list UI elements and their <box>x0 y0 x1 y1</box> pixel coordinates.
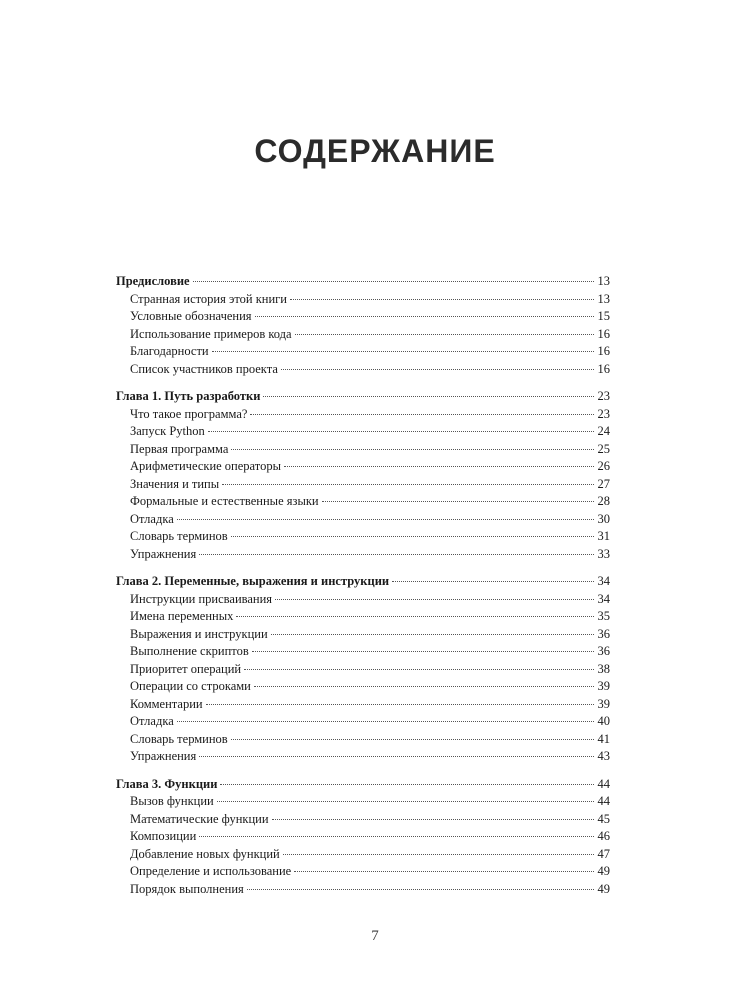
leader-dots <box>322 501 594 502</box>
toc-entry[interactable] <box>116 528 610 546</box>
toc-chapter-heading[interactable] <box>116 273 610 291</box>
toc-page-number: 25 <box>597 441 610 456</box>
leader-dots <box>220 784 594 785</box>
table-of-contents <box>116 273 610 898</box>
toc-page-number: 34 <box>597 591 610 606</box>
toc-page-number: 45 <box>597 811 610 826</box>
toc-entry-title: Упражнения <box>130 546 197 561</box>
leader-dots <box>231 739 594 740</box>
toc-page-number: 16 <box>597 344 610 358</box>
toc-entry[interactable] <box>116 458 610 476</box>
toc-page-number: 39 <box>597 679 610 693</box>
toc-entry-title: Использование примеров кода <box>130 326 292 341</box>
toc-entry[interactable] <box>116 863 610 881</box>
leader-dots <box>263 396 594 397</box>
toc-entry[interactable] <box>116 748 610 766</box>
toc-entry[interactable] <box>116 881 610 899</box>
toc-entry-title: Операции со строками <box>130 679 251 693</box>
toc-entry-title: Комментарии <box>130 696 203 711</box>
toc-entry[interactable] <box>116 326 610 344</box>
toc-entry[interactable] <box>116 731 610 749</box>
toc-entry[interactable] <box>116 661 610 679</box>
toc-entry-title: Первая программа <box>130 441 229 456</box>
leader-dots <box>244 669 594 670</box>
toc-chapter-heading[interactable] <box>116 776 610 794</box>
toc-entry[interactable] <box>116 546 610 564</box>
toc-page-number: 36 <box>597 644 610 658</box>
toc-page-number: 49 <box>597 881 610 896</box>
toc-entry[interactable] <box>116 308 610 326</box>
leader-dots <box>290 299 594 300</box>
leader-dots <box>231 449 594 450</box>
toc-chapter-title: Глава 3. Функции <box>116 776 218 791</box>
toc-entry-title: Отладка <box>130 511 174 526</box>
toc-page-number: 15 <box>597 309 610 323</box>
page-title: СОДЕРЖАНИЕ <box>254 133 496 170</box>
toc-entry[interactable] <box>116 811 610 829</box>
toc-entry-title: Условные обозначения <box>130 309 252 323</box>
toc-page-number: 23 <box>597 389 610 403</box>
toc-page-number: 30 <box>597 511 610 526</box>
toc-entry-title: Что такое программа? <box>130 406 248 421</box>
toc-entry-title: Порядок выполнения <box>130 881 244 896</box>
toc-entry-title: Список участников проекта <box>130 361 278 376</box>
toc-entry-title: Имена переменных <box>130 609 234 623</box>
toc-entry-title: Математические функции <box>130 811 269 826</box>
toc-chapter-title: Предисловие <box>116 274 190 288</box>
leader-dots <box>177 721 594 722</box>
toc-entry[interactable] <box>116 696 610 714</box>
toc-entry[interactable] <box>116 476 610 494</box>
toc-entry-title: Композиции <box>130 829 197 843</box>
toc-page-number: 49 <box>597 864 610 878</box>
toc-entry[interactable] <box>116 608 610 626</box>
toc-entry[interactable] <box>116 291 610 309</box>
toc-chapter <box>116 388 610 563</box>
leader-dots <box>206 704 594 705</box>
toc-entry[interactable] <box>116 406 610 424</box>
leader-dots <box>193 281 594 282</box>
page-number: 7 <box>371 928 379 944</box>
toc-entry-title: Вызов функции <box>130 794 214 808</box>
leader-dots <box>199 554 594 555</box>
leader-dots <box>217 801 594 802</box>
toc-entry[interactable] <box>116 713 610 731</box>
toc-entry[interactable] <box>116 793 610 811</box>
toc-entry-title: Значения и типы <box>130 476 220 491</box>
toc-page-number: 28 <box>597 494 610 508</box>
leader-dots <box>284 466 594 467</box>
toc-chapter-heading[interactable] <box>116 388 610 406</box>
leader-dots <box>254 686 594 687</box>
toc-page-number: 33 <box>597 546 610 561</box>
toc-page-number: 16 <box>597 326 610 341</box>
toc-page-number: 13 <box>597 274 610 288</box>
toc-entry[interactable] <box>116 828 610 846</box>
toc-page-number: 41 <box>597 731 610 746</box>
toc-page-number: 36 <box>597 626 610 641</box>
leader-dots <box>252 651 594 652</box>
toc-page-number: 40 <box>597 714 610 728</box>
leader-dots <box>208 431 594 432</box>
toc-entry-title: Выражения и инструкции <box>130 626 268 641</box>
toc-entry[interactable] <box>116 643 610 661</box>
leader-dots <box>271 634 594 635</box>
toc-page-number: 38 <box>597 661 610 676</box>
toc-entry[interactable] <box>116 423 610 441</box>
toc-entry-title: Упражнения <box>130 749 197 763</box>
leader-dots <box>199 756 594 757</box>
toc-entry[interactable] <box>116 493 610 511</box>
toc-chapter-title: Глава 2. Переменные, выражения и инструкции <box>116 574 390 588</box>
toc-page-number: 24 <box>597 424 610 438</box>
toc-page-number: 46 <box>597 829 610 843</box>
toc-entry-title: Добавление новых функций <box>130 846 280 861</box>
leader-dots <box>295 334 594 335</box>
toc-entry[interactable] <box>116 626 610 644</box>
leader-dots <box>231 536 594 537</box>
toc-page-number: 34 <box>597 574 610 588</box>
toc-chapter-heading[interactable] <box>116 573 610 591</box>
toc-page-number: 39 <box>597 696 610 711</box>
leader-dots <box>199 836 594 837</box>
leader-dots <box>177 519 594 520</box>
toc-chapter-title: Глава 1. Путь разработки <box>116 389 261 403</box>
toc-page-number: 26 <box>597 459 610 473</box>
toc-chapter <box>116 273 610 378</box>
leader-dots <box>281 369 594 370</box>
toc-entry[interactable] <box>116 441 610 459</box>
leader-dots <box>294 871 594 872</box>
toc-entry-title: Определение и использование <box>130 864 292 878</box>
toc-entry[interactable] <box>116 511 610 529</box>
toc-entry-title: Приоритет операций <box>130 661 242 676</box>
toc-page-number: 27 <box>597 476 610 491</box>
leader-dots <box>222 484 594 485</box>
leader-dots <box>272 819 594 820</box>
toc-page-number: 35 <box>597 609 610 623</box>
toc-page-number: 47 <box>597 846 610 861</box>
toc-page-number: 44 <box>597 776 610 791</box>
toc-entry-title: Инструкции присваивания <box>130 591 273 606</box>
toc-entry-title: Словарь терминов <box>130 731 228 746</box>
toc-entry-title: Благодарности <box>130 344 209 358</box>
toc-page-number: 31 <box>597 529 610 543</box>
toc-entry-title: Формальные и естественные языки <box>130 494 319 508</box>
toc-page-number: 44 <box>597 794 610 808</box>
toc-entry[interactable] <box>116 846 610 864</box>
toc-entry[interactable] <box>116 591 610 609</box>
toc-entry-title: Запуск Python <box>130 424 205 438</box>
toc-page-number: 43 <box>597 749 610 763</box>
leader-dots <box>255 316 594 317</box>
toc-chapter <box>116 573 610 766</box>
leader-dots <box>236 616 594 617</box>
toc-entry[interactable] <box>116 343 610 361</box>
toc-entry[interactable] <box>116 678 610 696</box>
toc-page-number: 23 <box>597 406 610 421</box>
leader-dots <box>250 414 594 415</box>
toc-chapter <box>116 776 610 899</box>
toc-entry-title: Странная история этой книги <box>130 291 287 306</box>
leader-dots <box>275 599 594 600</box>
toc-entry-title: Выполнение скриптов <box>130 644 249 658</box>
toc-entry-title: Словарь терминов <box>130 529 228 543</box>
leader-dots <box>212 351 594 352</box>
toc-page-number: 16 <box>597 361 610 376</box>
toc-entry-title: Отладка <box>130 714 174 728</box>
toc-entry[interactable] <box>116 361 610 379</box>
toc-page-number: 13 <box>597 291 610 306</box>
leader-dots <box>283 854 594 855</box>
leader-dots <box>247 889 594 890</box>
toc-entry-title: Арифметические операторы <box>130 459 281 473</box>
leader-dots <box>392 581 594 582</box>
